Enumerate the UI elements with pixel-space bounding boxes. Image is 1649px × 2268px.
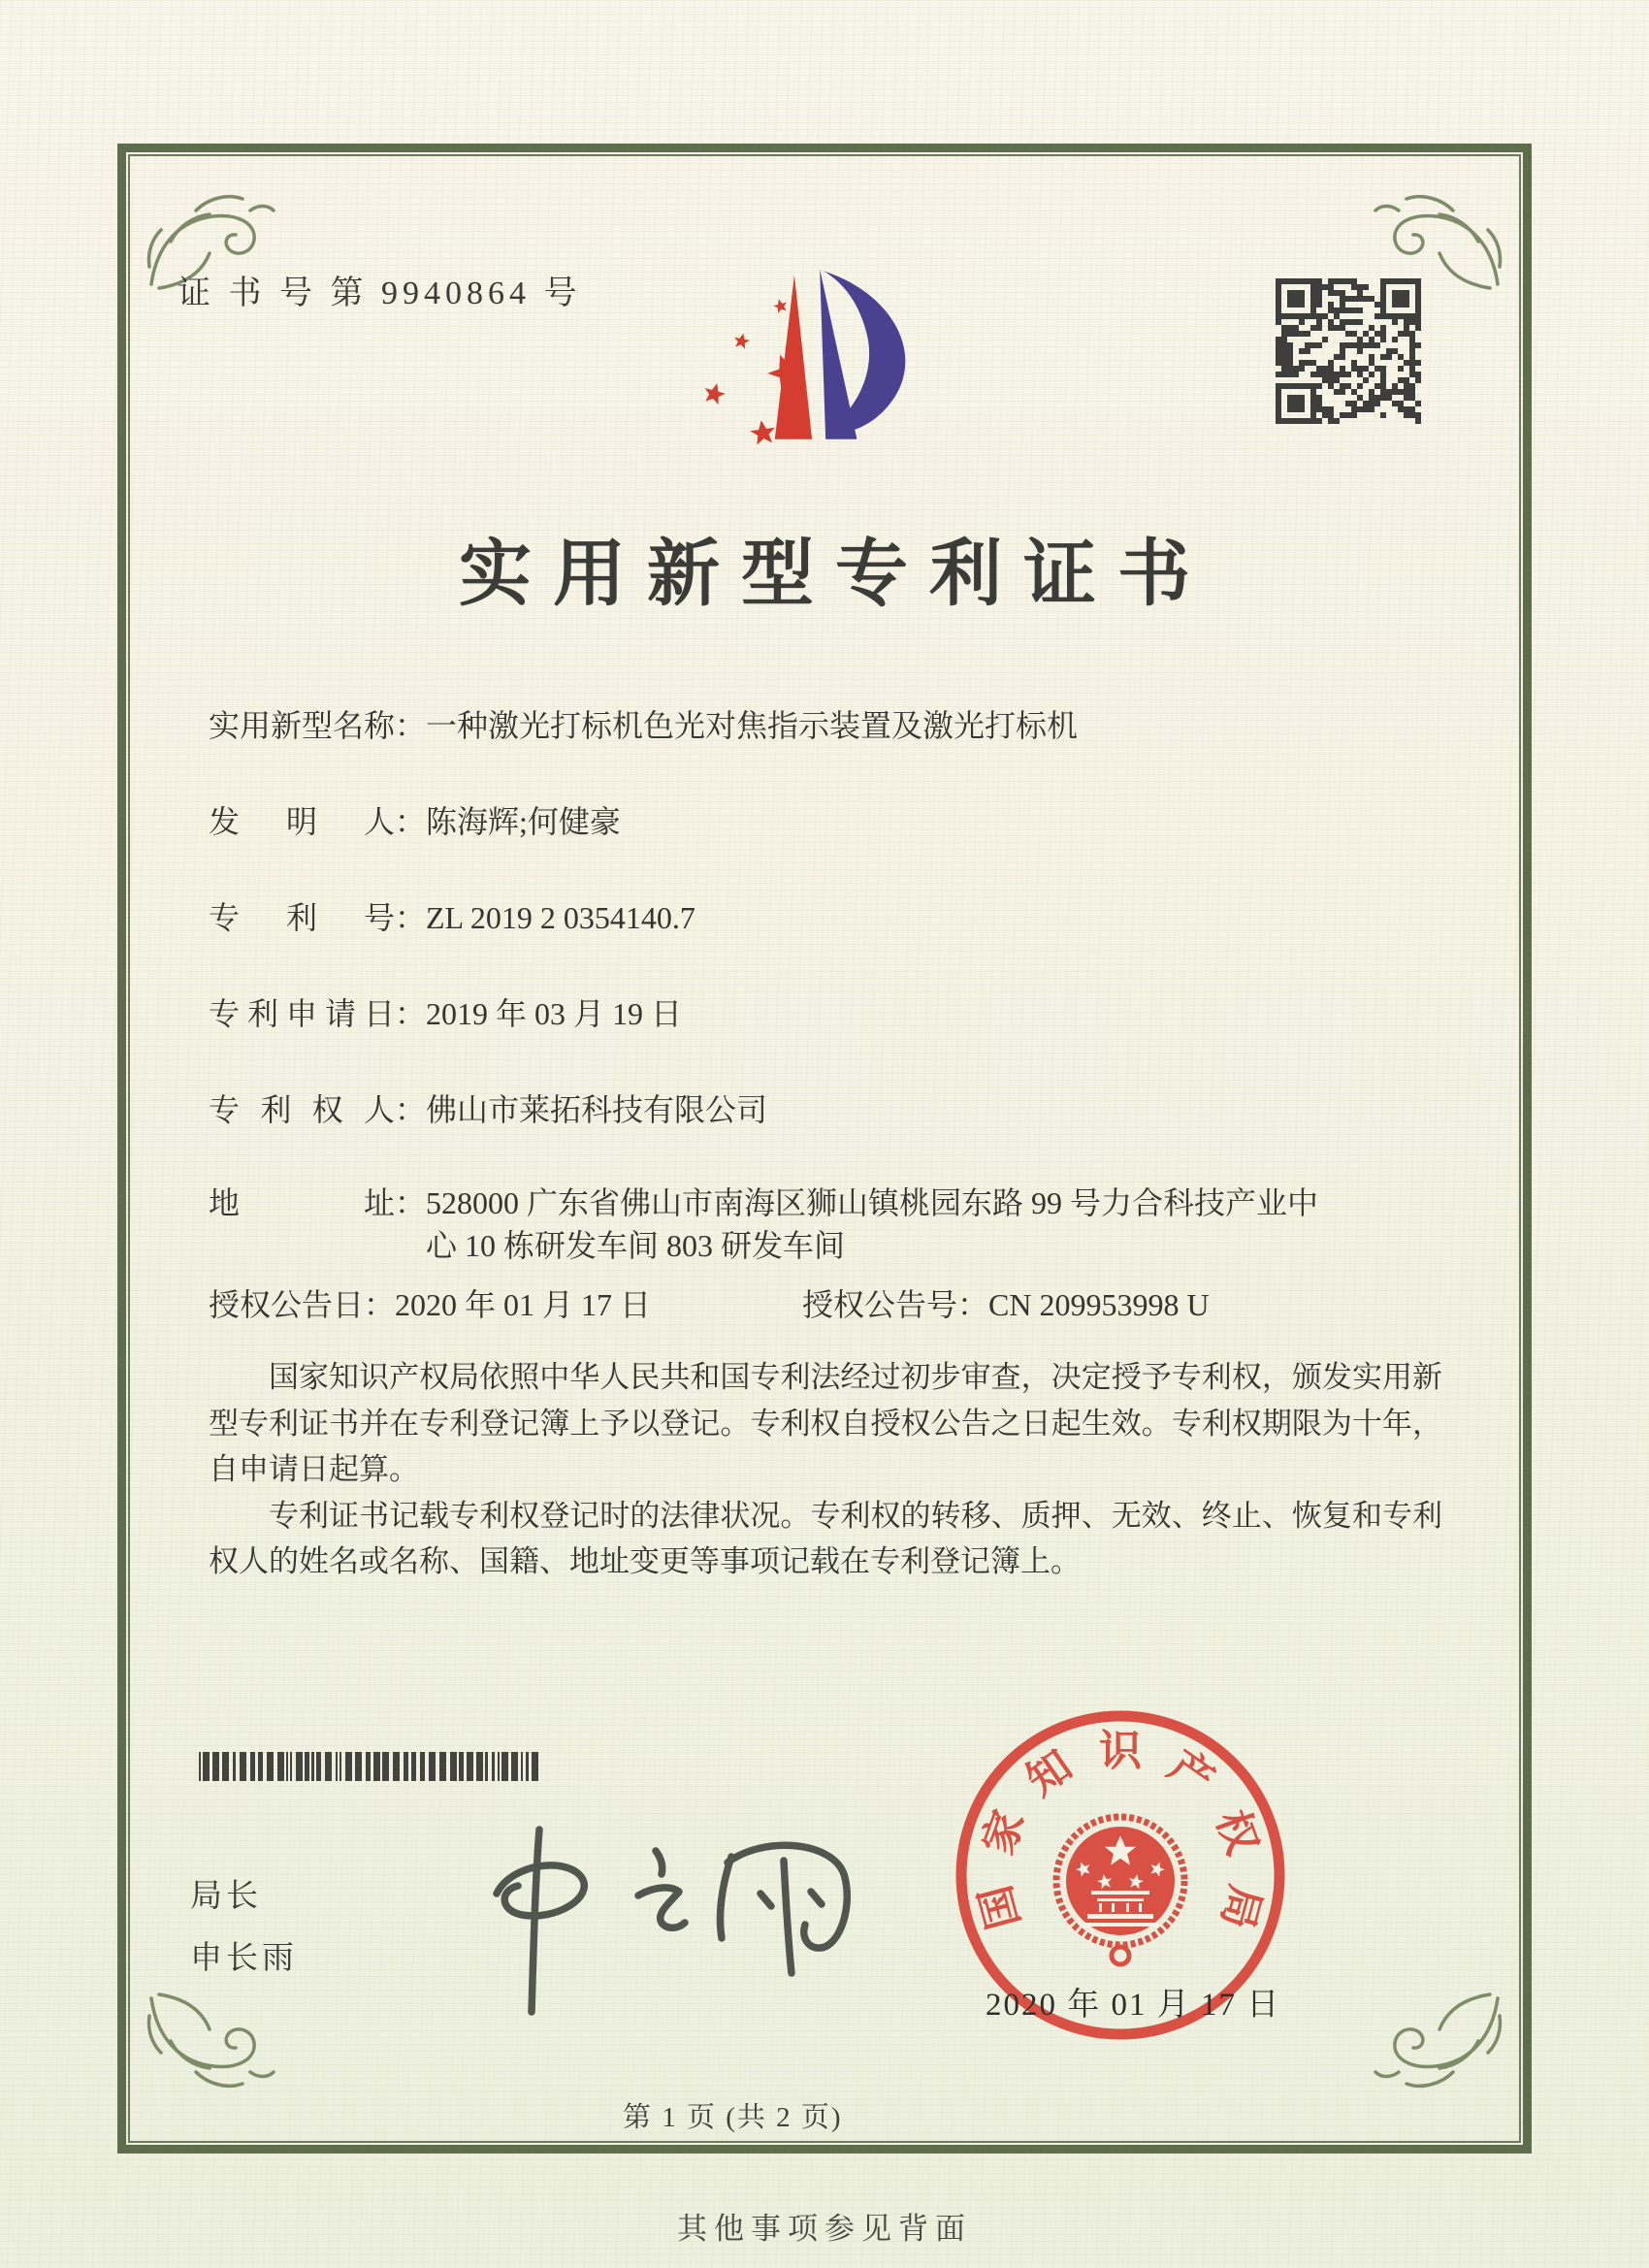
field-row (209, 1088, 1450, 1131)
national-emblem-icon (1056, 1817, 1184, 1964)
legal-paragraph: 专利证书记载专利权登记时的法律状况。专利权的转移、质押、无效、终止、恢复和专利权人的姓名或名称、国籍、地址变更等事项记载在专利登记簿上。 (209, 1498, 1442, 1578)
field-value: 528000 广东省佛山市南海区狮山镇桃园东路 99 号力合科技产业中心 10 栋研发车间 803 研发车间 (426, 1185, 1319, 1263)
legal-text (209, 1354, 1442, 1585)
page-number: 第 1 页 (共 2 页) (623, 2102, 843, 2133)
field-value: 一种激光打标机色光对焦指示装置及激光打标机 (426, 708, 1079, 743)
field-value: 佛山市莱拓科技有限公司 (426, 1092, 768, 1127)
seal-date: 2020 年 01 月 17 日 (986, 1988, 1281, 2023)
field-label: 地址 (209, 1185, 395, 1220)
field-value: 陈海辉;何健豪 (426, 804, 621, 839)
grant-no-value: CN 209953998 U (988, 1287, 1210, 1322)
grant-no-label: 授权公告号： (802, 1287, 989, 1322)
legal-paragraph: 国家知识产权局依照中华人民共和国专利法经过初步审查，决定授予专利权，颁发实用新型专利证书并在专利登记簿上予以登记。专利权自授权公告之日起生效。专利权期限为十年，自申请日起算。 (209, 1360, 1442, 1486)
corner-ornament-icon (138, 1977, 283, 2122)
field-label: 实用新型名称 (209, 708, 396, 743)
field-value: ZL 2019 2 0354140.7 (426, 900, 695, 935)
field-label: 专利申请日 (209, 996, 395, 1031)
qr-code (1276, 278, 1421, 424)
corner-ornament-icon (1366, 1977, 1511, 2122)
seal-char: 家 (974, 1803, 1034, 1862)
field-colon: ： (395, 1185, 427, 1220)
seal-char: 国 (971, 1880, 1029, 1934)
certificate-title: 实用新型专利证书 (458, 535, 1212, 615)
cnipa-logo-icon (677, 245, 931, 451)
field-colon: ： (395, 1092, 427, 1127)
signature-handwriting (454, 1800, 890, 2043)
seal-char: 识 (1099, 1727, 1142, 1775)
director-title: 局长 (190, 1877, 262, 1913)
grant-date-label: 授权公告日： (209, 1287, 396, 1322)
field-row (209, 992, 1450, 1035)
seal-char: 局 (1212, 1880, 1270, 1934)
field-value: 2019 年 03 月 19 日 (426, 996, 683, 1031)
grant-date-value: 2020 年 01 月 17 日 (395, 1287, 652, 1322)
grant-row (209, 1280, 1450, 1325)
field-colon: ： (395, 708, 427, 743)
field-colon: ： (395, 804, 427, 839)
certificate-number: 证 书 号 第 9940864 号 (178, 275, 582, 311)
seal-char: 权 (1207, 1803, 1267, 1862)
field-row (209, 800, 1450, 843)
seal-char: 产 (1159, 1741, 1223, 1805)
field-colon: ： (395, 996, 427, 1031)
field-row (209, 704, 1450, 747)
field-row (209, 1182, 1450, 1267)
field-label: 发明人 (209, 804, 395, 839)
field-label: 专利号 (209, 900, 395, 935)
back-side-note: 其他事项参见背面 (677, 2212, 972, 2246)
director-name: 申长雨 (190, 1939, 298, 1975)
field-row (209, 896, 1450, 939)
field-label: 专利权人 (209, 1092, 395, 1127)
barcode (199, 1752, 544, 1781)
seal-char: 知 (1018, 1741, 1082, 1805)
field-colon: ： (395, 900, 427, 935)
